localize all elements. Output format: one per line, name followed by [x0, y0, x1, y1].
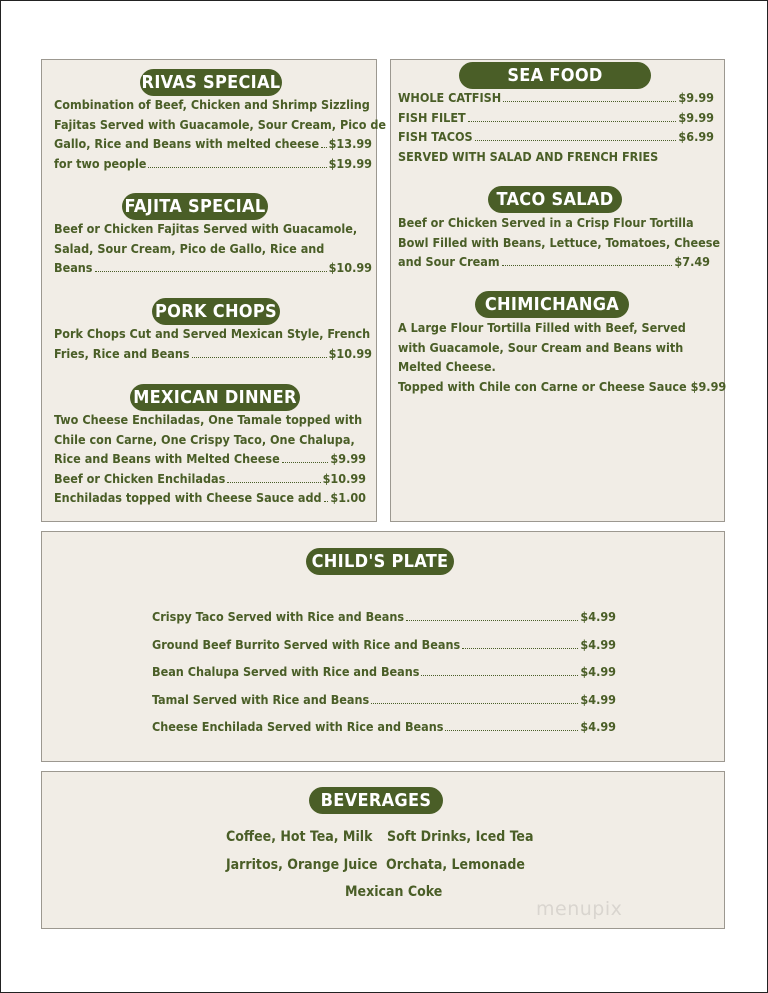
mexican-line-5: Enchiladas topped with Cheese Sauce add	[54, 490, 322, 506]
fajita-line-3: Beans	[54, 260, 93, 276]
seafood-item-name: FISH TACOS	[398, 129, 473, 145]
child-item-name: Ground Beef Burrito Served with Rice and Beans	[152, 636, 461, 652]
chimichanga-line-3: Melted Cheese.	[398, 359, 496, 375]
fajita-line-2: Salad, Sour Cream, Pico de Gallo, Rice and	[54, 240, 325, 256]
rivas-line-1: Combination of Beef, Chicken and Shrimp Sizzling	[54, 97, 370, 112]
child-item-price: $4.99	[580, 664, 616, 680]
seafood-note: SERVED WITH SALAD AND FRENCH FRIES	[398, 148, 659, 164]
child-item	[152, 713, 616, 741]
rivas-price: $13.99	[328, 136, 372, 152]
dot-leader	[95, 271, 327, 272]
child-item-name: Cheese Enchilada Served with Rice and Beans	[152, 719, 444, 735]
chimichanga-description	[398, 318, 727, 396]
enchiladas-price-row	[54, 469, 366, 489]
child-item-price: $4.99	[580, 691, 616, 707]
dot-leader	[192, 357, 327, 358]
enchiladas-price: $10.99	[322, 470, 366, 486]
child-item	[152, 658, 616, 686]
pork-line-2: Fries, Rice and Beans	[54, 345, 190, 361]
dot-leader	[421, 675, 578, 676]
rivas-two-price: $19.99	[328, 155, 372, 171]
dot-leader	[227, 482, 320, 483]
dot-leader	[475, 140, 677, 141]
menupix-watermark: menupix	[536, 898, 623, 920]
fajita-line-1: Beef or Chicken Fajitas Served with Guacamole,	[54, 221, 358, 236]
rivas-special-description	[54, 95, 387, 173]
mexican-line-4: Beef or Chicken Enchiladas	[54, 470, 226, 486]
child-item-name: Crispy Taco Served with Rice and Beans	[152, 609, 405, 624]
mexican-line-2: Chile con Carne, One Crispy Taco, One Chalupa,	[54, 431, 355, 447]
chimichanga-line-2: with Guacamole, Sour Cream and Beans with	[398, 339, 684, 355]
chimichanga-line-4: Topped with Chile con Carne or Cheese Sauce	[398, 378, 687, 394]
dot-leader	[321, 147, 327, 148]
rivas-two-row	[54, 154, 372, 174]
seafood-item-name: WHOLE CATFISH	[398, 90, 502, 105]
beverages-heading: BEVERAGES	[309, 787, 443, 814]
taco-salad-line-2: Bowl Filled with Beans, Lettuce, Tomatoes, Cheese	[398, 234, 721, 250]
rivas-price-row	[54, 134, 372, 154]
dot-leader	[502, 265, 673, 266]
mexican-line-3: Rice and Beans with Melted Cheese	[54, 451, 280, 467]
fajita-special-heading: FAJITA SPECIAL	[122, 193, 268, 220]
mexican-dinner-heading: MEXICAN DINNER	[130, 384, 300, 411]
dot-leader	[462, 648, 578, 649]
fajita-price: $10.99	[328, 260, 372, 276]
pork-line-1: Pork Chops Cut and Served Mexican Style, French	[54, 326, 371, 341]
taco-salad-heading: TACO SALAD	[488, 186, 622, 213]
seafood-item-price: $9.99	[678, 109, 714, 125]
dot-leader	[406, 620, 578, 621]
chimichanga-heading: CHIMICHANGA	[475, 291, 629, 318]
beverage-mexican-coke: Mexican Coke	[345, 884, 443, 900]
pork-chops-description	[54, 324, 372, 363]
pork-price: $10.99	[328, 345, 372, 361]
rivas-line-4: for two people	[54, 155, 147, 171]
seafood-item-filet	[398, 108, 714, 128]
rivas-line-3: Gallo, Rice and Beans with melted cheese	[54, 136, 320, 152]
dot-leader	[371, 703, 578, 704]
child-item	[152, 603, 616, 631]
beverage-orchata-lemonade: Orchata, Lemonade	[386, 857, 525, 873]
child-item	[152, 686, 616, 714]
taco-salad-description	[398, 213, 721, 272]
childs-plate-heading: CHILD'S PLATE	[306, 548, 454, 575]
child-item-name: Bean Chalupa Served with Rice and Beans	[152, 664, 420, 680]
childs-plate-list	[152, 603, 616, 741]
sea-food-heading: SEA FOOD	[459, 62, 651, 89]
pork-price-row	[54, 344, 372, 364]
taco-salad-line-1: Beef or Chicken Served in a Crisp Flour Tortilla	[398, 215, 694, 230]
seafood-item-price: $9.99	[678, 90, 714, 105]
dot-leader	[468, 121, 677, 122]
seafood-item-tacos	[398, 127, 714, 147]
chimichanga-line-1: A Large Flour Tortilla Filled with Beef, Served	[398, 320, 686, 335]
seafood-item-price: $6.99	[678, 129, 714, 145]
seafood-item-catfish	[398, 88, 714, 108]
dot-leader	[282, 462, 329, 463]
mexican-price: $9.99	[330, 451, 366, 467]
cheese-sauce-price: $1.00	[330, 490, 366, 506]
dot-leader	[445, 730, 578, 731]
pork-chops-heading: PORK CHOPS	[152, 298, 280, 325]
dot-leader	[148, 167, 326, 168]
mexican-price-row	[54, 449, 366, 469]
chimichanga-price: $9.99	[690, 378, 727, 394]
taco-salad-price-row	[398, 252, 710, 272]
child-item-price: $4.99	[580, 719, 616, 735]
beverage-coffee-tea-milk: Coffee, Hot Tea, Milk	[226, 829, 373, 845]
rivas-special-heading: RIVAS SPECIAL	[140, 69, 282, 96]
sea-food-list	[398, 88, 714, 166]
cheese-sauce-price-row	[54, 488, 366, 508]
seafood-item-name: FISH FILET	[398, 109, 466, 125]
beverage-jarritos-juice: Jarritos, Orange Juice	[226, 857, 378, 873]
taco-salad-line-3: and Sour Cream	[398, 254, 500, 270]
dot-leader	[503, 101, 676, 102]
child-item	[152, 631, 616, 659]
dot-leader	[324, 501, 329, 502]
chimichanga-price-row	[398, 377, 727, 397]
rivas-line-2: Fajitas Served with Guacamole, Sour Cream, Pico de	[54, 116, 387, 132]
mexican-line-1: Two Cheese Enchiladas, One Tamale topped with	[54, 412, 363, 427]
fajita-price-row	[54, 258, 372, 278]
child-item-price: $4.99	[580, 636, 616, 652]
mexican-dinner-description	[54, 410, 366, 508]
child-item-name: Tamal Served with Rice and Beans	[152, 691, 370, 707]
taco-salad-price: $7.49	[674, 254, 710, 270]
fajita-special-description	[54, 219, 372, 278]
child-item-price: $4.99	[580, 609, 616, 624]
beverage-soft-drinks: Soft Drinks, Iced Tea	[387, 829, 534, 845]
